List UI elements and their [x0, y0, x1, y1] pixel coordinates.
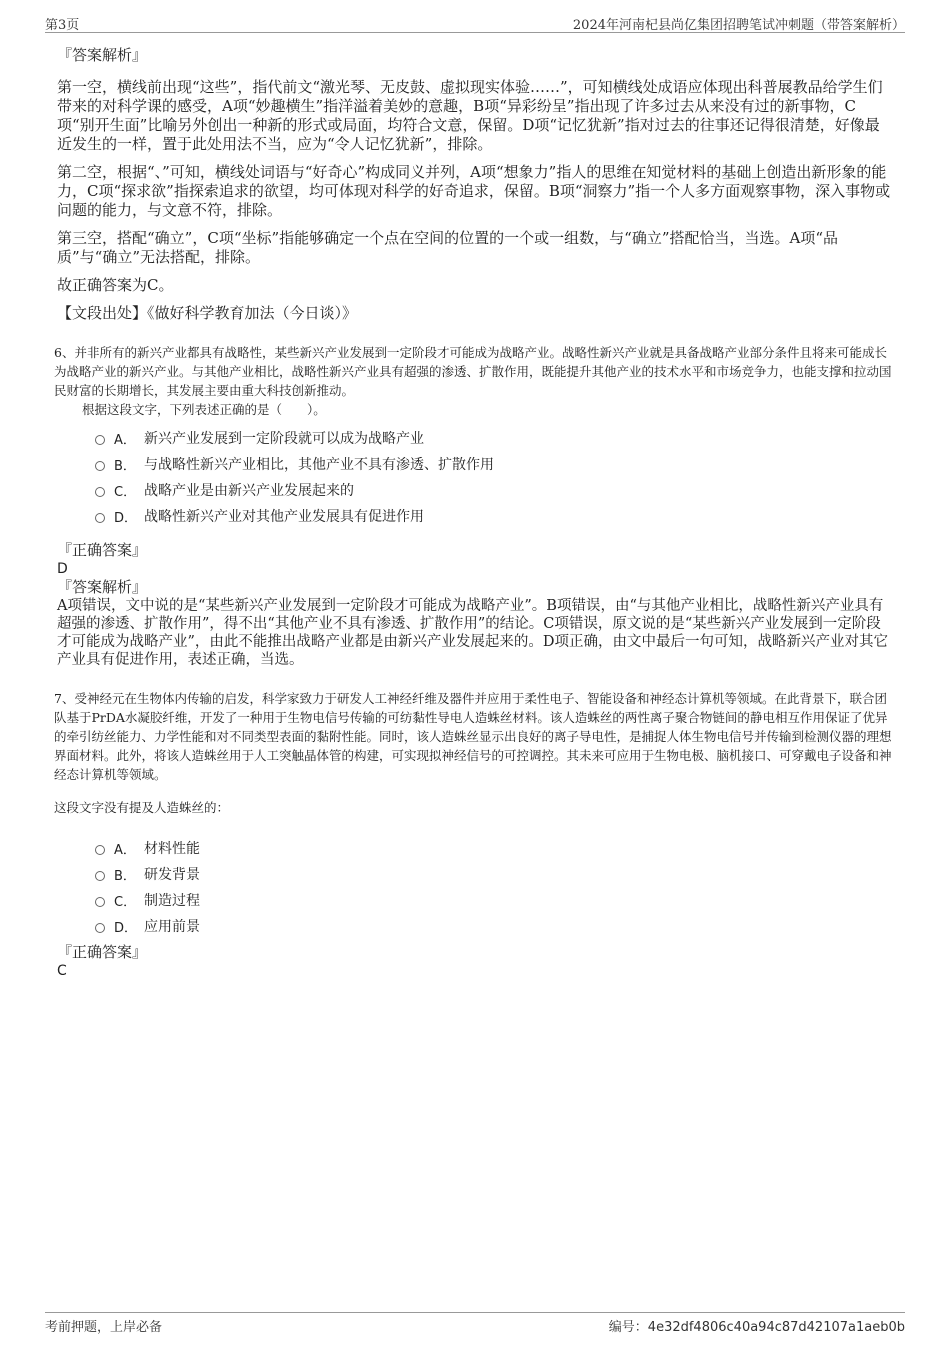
option-letter: A．: [114, 432, 136, 448]
document-code: [609, 1316, 905, 1335]
option-letter: C．: [114, 894, 137, 910]
radio-icon[interactable]: [95, 435, 105, 445]
page-number: 第3页: [45, 18, 80, 33]
analysis-conclusion: 故正确答案为C。: [57, 276, 174, 294]
source-citation: 【文段出处】《做好科学教育加法（今日谈）》: [57, 304, 358, 322]
document-body: [54, 46, 892, 980]
option-text: 战略性新兴产业对其他产业发展具有促进作用: [144, 509, 424, 525]
option-letter: A．: [114, 842, 136, 858]
option-text: 研发背景: [144, 867, 200, 883]
question-prompt: 这段文字没有提及人造蛛丝的：: [54, 800, 230, 815]
analysis-paragraph-3: 第三空，搭配“确立”，C项“坐标”指能够确定一个点在空间的位置的一个或一组数，与“确立”搭配恰当，当选。A项“品质”与“确立”无法搭配，排除。: [57, 229, 838, 266]
option-letter: D．: [114, 510, 138, 526]
option-text: 新兴产业发展到一定阶段就可以成为战略产业: [144, 431, 424, 447]
analysis-label: 『答案解析』: [57, 578, 148, 596]
option-b[interactable]: [95, 451, 892, 477]
question-7: [54, 689, 892, 980]
code-value: 4e32df4806c40a94c87d42107a1aeb0b: [647, 1320, 905, 1335]
radio-icon[interactable]: [95, 845, 105, 855]
option-letter: C．: [114, 484, 137, 500]
radio-icon[interactable]: [95, 487, 105, 497]
option-a[interactable]: [95, 835, 892, 861]
answer-section: [57, 541, 892, 669]
correct-answer: D: [57, 561, 68, 577]
answer-section: [57, 943, 892, 980]
answer-label: 『正确答案』: [57, 943, 148, 961]
page-header: [45, 14, 905, 33]
option-text: 与战略性新兴产业相比，其他产业不具有渗透、扩散作用: [144, 457, 494, 473]
radio-icon[interactable]: [95, 871, 105, 881]
analysis-paragraph-2: 第二空，根据“、”可知，横线处词语与“好奇心”构成同义并列，A项“想象力”指人的思维在知觉材料的基础上创造出新形象的能力，C项“探求欲”指探索追求的欲望，均可体现对科学的好奇追求，保留。B项“洞察力”指一个人多方面观察事物，深入事物或问题的能力，与文意不符，排除。: [57, 163, 891, 219]
option-d[interactable]: [95, 913, 892, 939]
question-stem: 6、并非所有的新兴产业都具有战略性，某些新兴产业发展到一定阶段才可能成为战略产业。战略性新兴产业就是具备战略产业部分条件且将来可能成长为战略产业的新兴产业。与其他产业相比，战略性新兴产业具有超强的渗透、扩散作用，既能提升其他产业的技术水平和市场竞争力，也能支撑和拉动国民财富的长期增长，其发展主要由重大科技创新推动。: [54, 345, 892, 398]
option-list: [95, 425, 892, 529]
question-prompt: 根据这段文字，下列表述正确的是（ ）。: [82, 402, 326, 417]
radio-icon[interactable]: [95, 513, 105, 523]
option-text: 战略产业是由新兴产业发展起来的: [144, 483, 354, 499]
option-letter: B．: [114, 868, 136, 884]
footer-slogan: 考前押题，上岸必备: [45, 1320, 163, 1335]
analysis-label: 『答案解析』: [57, 46, 148, 64]
option-letter: B．: [114, 458, 136, 474]
question-stem: 7、受神经元在生物体内传输的启发，科学家致力于研发人工神经纤维及器件并应用于柔性电子、智能设备和神经态计算机等领域。在此背景下，联合团队基于PrDA水凝胶纤维，开发了一种用于生物电信号传输的可纺黏性导电人造蛛丝材料。该人造蛛丝的两性离子聚合物链间的静电相互作用保证了优异的牵引纺丝能力、力学性能和对不同类型表面的黏附性能。同时，该人造蛛丝显示出良好的离子导电性，是捕捉人体生物电信号并传输到检测仪器的理想界面材料。此外，将该人造蛛丝用于人工突触晶体管的构建，可实现拟神经信号的可控调控。其未来可应用于生物电极、脑机接口、可穿戴电子设备和神经态计算机等领域。: [54, 691, 892, 782]
option-letter: D．: [114, 920, 138, 936]
radio-icon[interactable]: [95, 923, 105, 933]
option-list: [95, 835, 892, 939]
option-b[interactable]: [95, 861, 892, 887]
page-footer: [45, 1312, 905, 1335]
option-text: 应用前景: [144, 919, 200, 935]
answer-label: 『正确答案』: [57, 541, 148, 559]
option-text: 材料性能: [144, 841, 200, 857]
question-5-analysis: [57, 46, 892, 323]
option-a[interactable]: [95, 425, 892, 451]
analysis-paragraph-1: 第一空，横线前出现“这些”，指代前文“激光琴、无皮鼓、虚拟现实体验……”，可知横线处成语应体现出科普展教品给学生们带来的对科学课的感受，A项“妙趣横生”指洋溢着美妙的意趣，B项“异彩纷呈”指出现了许多过去从来没有过的新事物，C项“别开生面”比喻另外创出一种新的形式或局面，均符合文意，保留。D项“记忆犹新”指对过去的往事还记得很清楚，好像最近发生的一样，置于此处用法不当，应为“令人记忆犹新”，排除。: [57, 78, 883, 153]
analysis-text: A项错误，文中说的是“某些新兴产业发展到一定阶段才可能成为战略产业”。B项错误，由“与其他产业相比，战略性新兴产业具有超强的渗透、扩散作用”，得不出“其他产业不具有渗透、扩散作用”的结论。C项错误，原文说的是“某些新兴产业发展到一定阶段才可能成为战略产业”，由此不能推出战略产业都是由新兴产业发展起来的。D项正确，由文中最后一句可知，战略新兴产业对其它产业具有促进作用，表述正确，当选。: [57, 598, 889, 668]
option-text: 制造过程: [144, 893, 200, 909]
question-6: [54, 343, 892, 669]
radio-icon[interactable]: [95, 461, 105, 471]
radio-icon[interactable]: [95, 897, 105, 907]
document-title: 2024年河南杞县尚亿集团招聘笔试冲刺题（带答案解析）: [572, 18, 905, 33]
option-c[interactable]: [95, 477, 892, 503]
option-c[interactable]: [95, 887, 892, 913]
option-d[interactable]: [95, 503, 892, 529]
code-label: 编号：: [608, 1320, 648, 1335]
correct-answer: C: [57, 963, 67, 979]
